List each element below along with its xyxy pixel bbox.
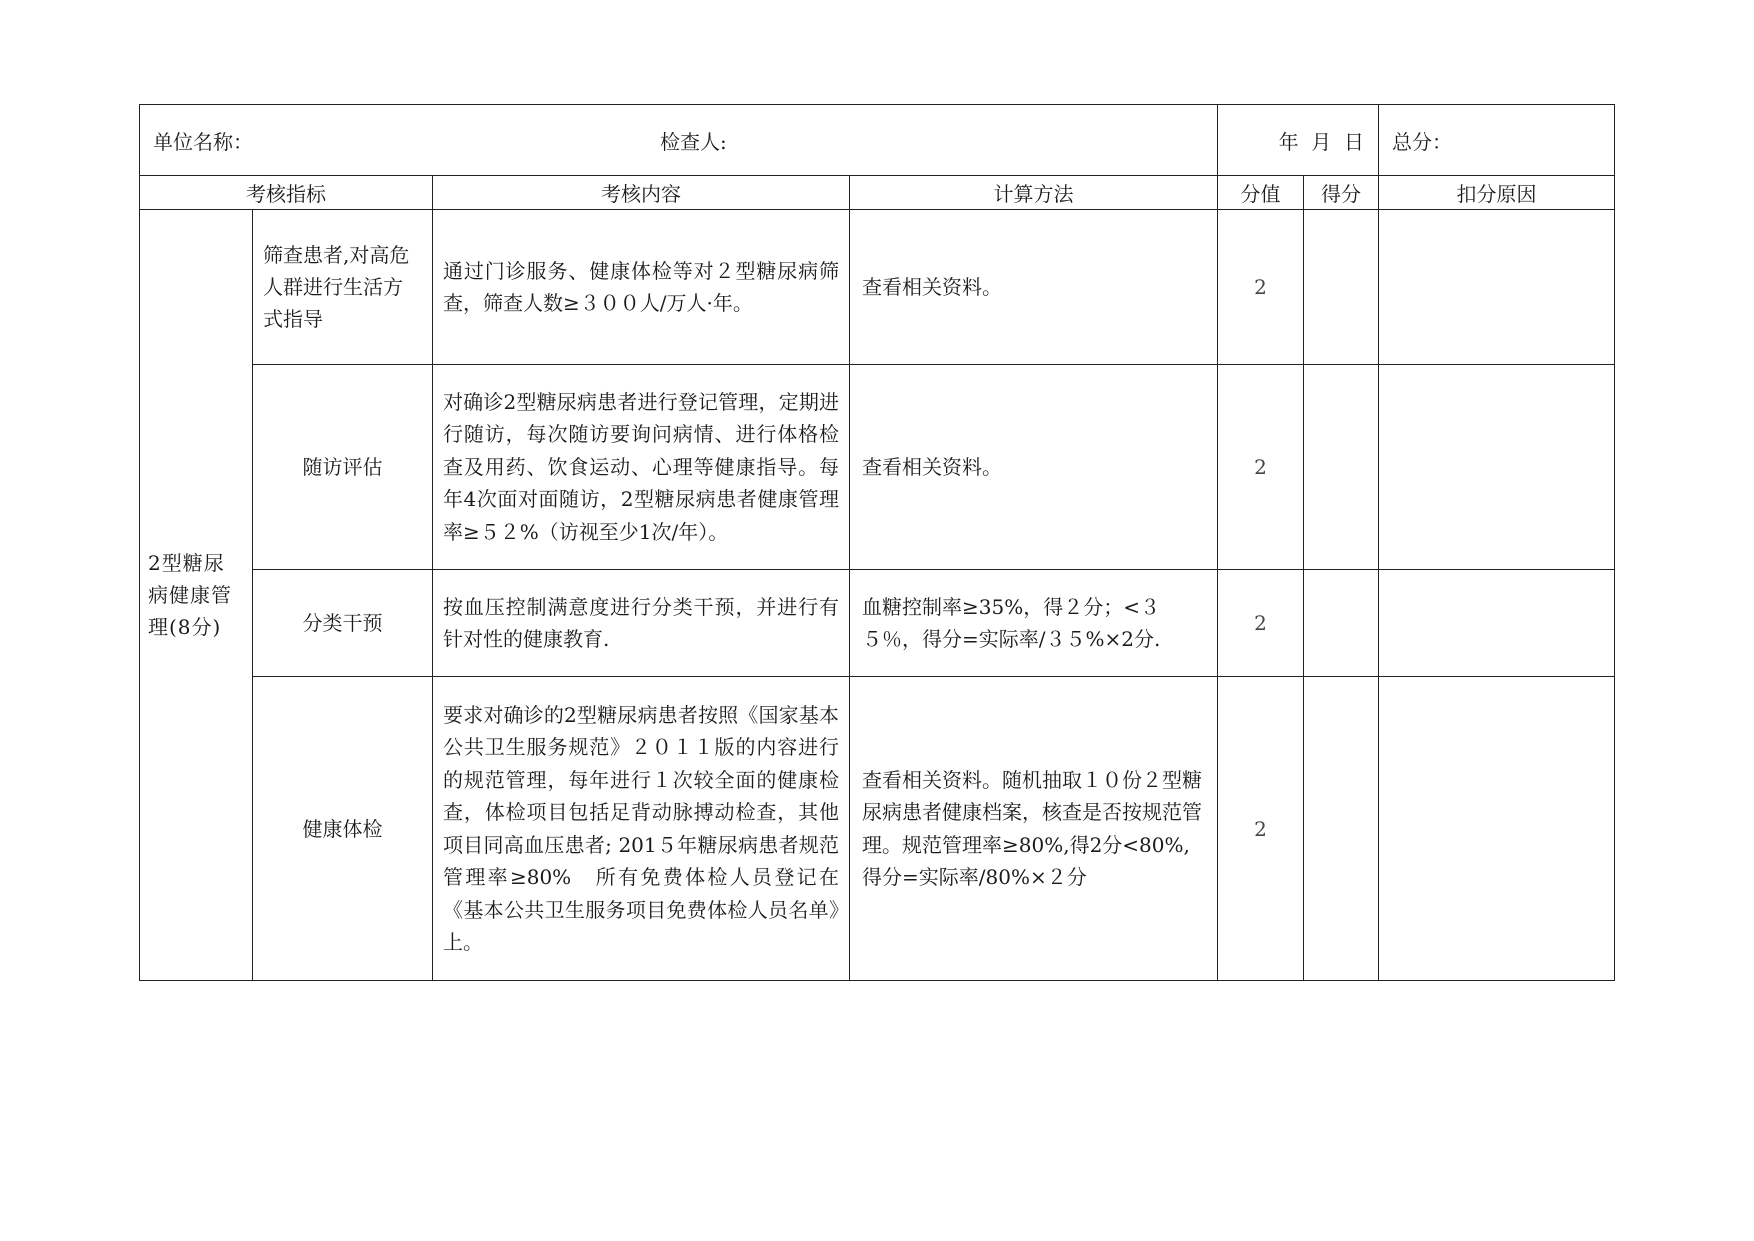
indicator-cell: 筛查患者,对高危人群进行生活方式指导 xyxy=(253,210,433,365)
method-cell: 查看相关资料。随机抽取１０份２型糖尿病患者健康档案，核查是否按规范管理。规范管理率≥80%,得2分<80%,得分=实际率/80%×２分 xyxy=(850,677,1218,981)
column-header-obtained: 得分 xyxy=(1304,176,1379,210)
method-cell: 查看相关资料。 xyxy=(850,210,1218,365)
unit-inspector-cell xyxy=(140,105,1218,176)
column-header-score: 分值 xyxy=(1218,176,1304,210)
indicator-cell: 随访评估 xyxy=(253,365,433,570)
content-cell: 对确诊2型糖尿病患者进行登记管理，定期进行随访，每次随访要询问病情、进行体格检查及用药、饮食运动、心理等健康指导。每年4次面对面随访，2型糖尿病患者健康管理率≥５２%（访视至少1次/年）。 xyxy=(433,365,850,570)
category-cell: 2型糖尿病健康管理(8分) xyxy=(140,210,253,981)
indicator-cell: 健康体检 xyxy=(253,677,433,981)
indicator-cell: 分类干预 xyxy=(253,570,433,677)
score-cell: 2 xyxy=(1218,570,1304,677)
column-header-row xyxy=(140,176,1615,210)
column-header-reason: 扣分原因 xyxy=(1379,176,1615,210)
deduction-reason-cell[interactable] xyxy=(1379,677,1615,981)
column-header-indicator: 考核指标 xyxy=(140,176,433,210)
content-cell: 通过门诊服务、健康体检等对２型糖尿病筛查，筛查人数≥３００人/万人·年。 xyxy=(433,210,850,365)
column-header-method: 计算方法 xyxy=(850,176,1218,210)
obtained-score-cell[interactable] xyxy=(1304,677,1379,981)
assessment-table xyxy=(139,104,1615,981)
obtained-score-cell[interactable] xyxy=(1304,365,1379,570)
table-row xyxy=(140,365,1615,570)
total-score-label: 总分： xyxy=(1379,105,1615,176)
score-cell: 2 xyxy=(1218,677,1304,981)
deduction-reason-cell[interactable] xyxy=(1379,210,1615,365)
table-row xyxy=(140,677,1615,981)
form-header-row xyxy=(140,105,1615,176)
table-row xyxy=(140,210,1615,365)
date-field: 年 月 日 xyxy=(1218,105,1379,176)
method-cell: 血糖控制率≥35%，得２分；<３５％，得分=实际率/３５%×2分. xyxy=(850,570,1218,677)
score-cell: 2 xyxy=(1218,365,1304,570)
content-cell: 要求对确诊的2型糖尿病患者按照《国家基本公共卫生服务规范》２０１１版的内容进行的规范管理，每年进行１次较全面的健康检查，体检项目包括足背动脉搏动检查，其他项目同高血压患者; 201５年糖尿病患者规范管理率≥80% 所有免费体检人员登记在《基本公共卫生服务项目免费体检人员名单》上。 xyxy=(433,677,850,981)
column-header-content: 考核内容 xyxy=(433,176,850,210)
score-cell: 2 xyxy=(1218,210,1304,365)
deduction-reason-cell[interactable] xyxy=(1379,365,1615,570)
method-cell: 查看相关资料。 xyxy=(850,365,1218,570)
table-row xyxy=(140,570,1615,677)
content-cell: 按血压控制满意度进行分类干预，并进行有针对性的健康教育. xyxy=(433,570,850,677)
inspector-label: 检查人: xyxy=(660,129,727,154)
obtained-score-cell[interactable] xyxy=(1304,570,1379,677)
unit-name-label: 单位名称： xyxy=(153,129,253,154)
deduction-reason-cell[interactable] xyxy=(1379,570,1615,677)
obtained-score-cell[interactable] xyxy=(1304,210,1379,365)
